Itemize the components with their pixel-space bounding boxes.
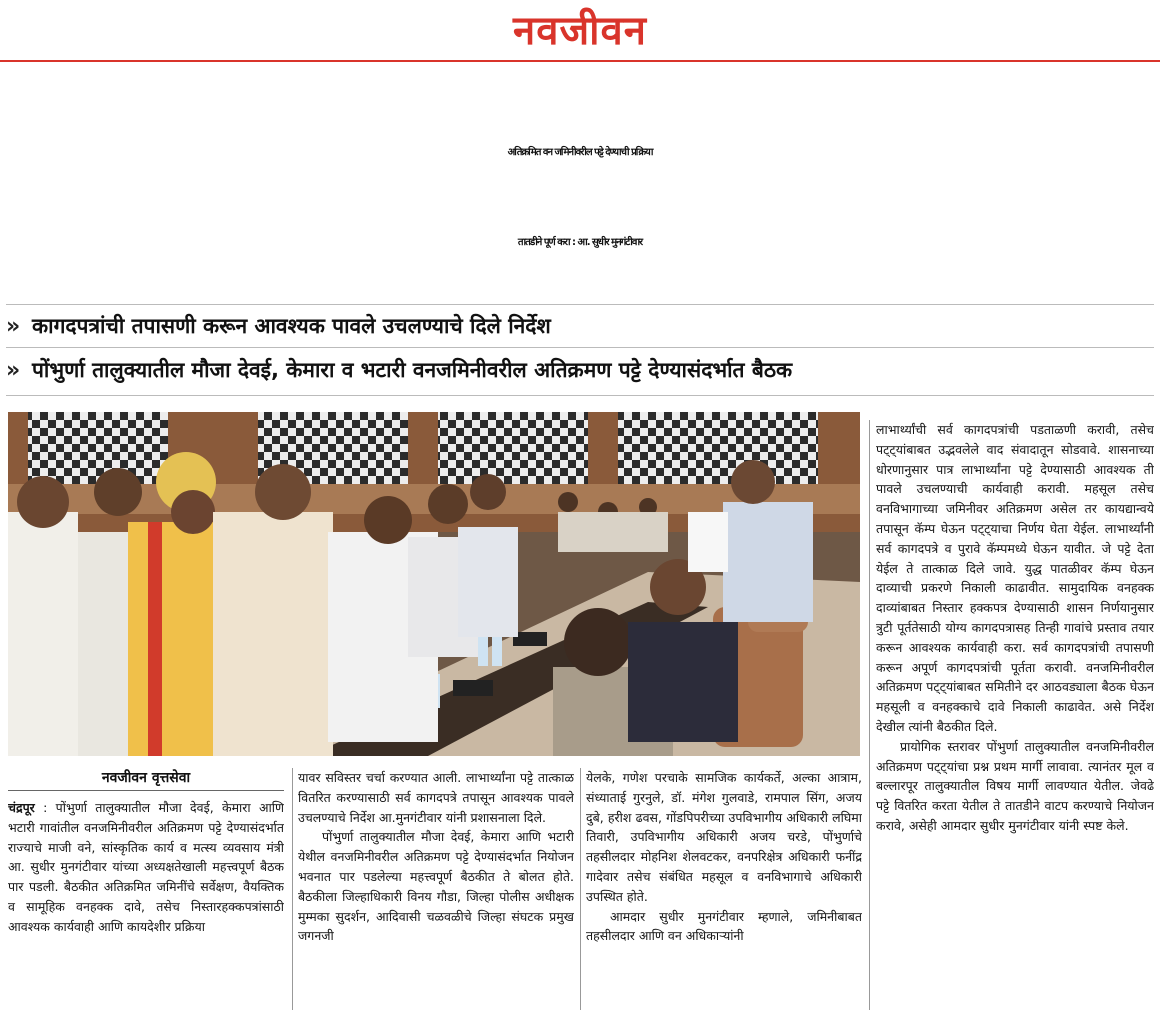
article-col2-paragraph-1: यावर सविस्तर चर्चा करण्यात आली. लाभार्थ्यांना पट्टे तात्काळ वितरित करण्यासाठी सर्व कागदपत्रे तपासून आवश्यक पावले उचलण्याचे निर्देश आ.मुनगंटीवार यांनी प्रशासनाला दिले. xyxy=(298,770,574,825)
subhead-bottom-rule xyxy=(6,395,1154,396)
headline xyxy=(0,108,1160,288)
column-rule-1 xyxy=(292,768,293,1010)
article-column-3 xyxy=(586,768,862,1010)
newspaper-logo: नवजीवन xyxy=(513,8,647,54)
meeting-photo xyxy=(8,412,860,756)
subhead-1-text: कागदपत्रांची तपासणी करून आवश्यक पावले उचलण्याचे दिले निर्देश xyxy=(32,314,551,338)
double-chevron-icon: » xyxy=(6,358,21,383)
article-col3-paragraph-2: आमदार सुधीर मुनगंटीवार म्हणाले, जमिनीबाबत तहसीलदार आणि वन अधिकाऱ्यांनी xyxy=(586,908,862,944)
masthead-divider xyxy=(0,60,1160,62)
subhead-2 xyxy=(6,350,1154,390)
double-chevron-icon: » xyxy=(6,314,21,339)
column-rule-2 xyxy=(580,768,581,1010)
article-col2-paragraph-2: पोंभुर्णा तालुक्यातील मौजा देवई, केमारा आणि भटारी येथील वनजमिनीवरील अतिक्रमण पट्टे देण्यासंदर्भात नियोजन भवनात पार पडलेल्या महत्त्वपूर्ण बैठकीत ते बोलत होते. बैठकीला जिल्हाधिकारी विनय गौडा, जिल्हा पोलीस अधीक्षक मुम्मका सुदर्शन, आदिवासी चळवळीचे जिल्हा संघटक प्रमुख जगनजी xyxy=(298,829,574,944)
article-col4-paragraph-2: प्रायोगिक स्तरावर पोंभुर्णा तालुक्यातील वनजमिनीवरील अतिक्रमण पट्ट्यांचा प्रश्न प्रथम मार्गी लावावा. त्यानंतर मूल व बल्लारपूर तालुक्यातील विषय मार्गी लावण्यात येतील. जेवढे पट्टे वितरित करता येतील ते तातडीने वाटप करण्याचे नियोजन करावे, असेही आमदार सुधीर मुनगंटीवार यांनी स्पष्ट केले. xyxy=(876,738,1154,833)
headline-line-2: तातडीने पूर्ण करा : आ. सुधीर मुनगंटीवार xyxy=(517,237,643,248)
subhead-divider xyxy=(6,347,1154,348)
article-col1-text: : पोंभुर्णा तालुक्यातील मौजा देवई, केमारा आणि भटारी गावांतील वनजमिनीवरील अतिक्रमण पट्टे देण्यासंदर्भात राज्याचे माजी वने, सांस्कृतिक कार्य व मत्स्य व्यवसाय मंत्री आ. सुधीर मुनगंटीवार यांच्या अध्यक्षतेखाली महत्त्वपूर्ण बैठक पार पडली. बैठकीत अतिक्रमित जमिनींचे सर्वेक्षण, वैयक्तिक व सामूहिक वनहक्क दावे, तसेच निस्तारहक्कपत्रांसाठी आवश्यक कार्यवाही आणि कायदेशीर प्रक्रिया xyxy=(8,800,284,934)
meeting-photo-illustration xyxy=(8,412,860,756)
byline: नवजीवन वृत्तसेवा xyxy=(101,770,191,786)
article-column-1 xyxy=(8,798,284,1010)
subhead-top-rule xyxy=(6,304,1154,305)
article-dateline: चंद्रपूर xyxy=(8,800,35,815)
masthead xyxy=(0,0,1160,62)
subhead-1 xyxy=(6,306,1154,346)
article-col3-paragraph-1: येलके, गणेश परचाके सामजिक कार्यकर्ते, अल्का आत्राम, संध्याताई गुरनुले, डॉ. मंगेश गुलवाडे, रामपाल सिंग, अजय दुबे, हरीश ढवस, गोंडपिपरीच्या उपविभागीय अधिकारी लघिमा तिवारी, उपविभागीय अधिकारी अजय चरडे, पोंभुर्णाचे तहसीलदार मोहनिश शेलवटकर, वनपरिक्षेत्र अधिकारी फनींद्र गादेवार तसेच संबंधित महसूल व वनविभागाचे अधिकारी उपस्थित होते. xyxy=(586,770,862,904)
article-column-2 xyxy=(298,768,574,1010)
article-column-4 xyxy=(876,420,1154,1010)
headline-line-1: अतिक्रमित वन जमिनीवरील पट्टे देण्याची प्रक्रिया xyxy=(507,147,653,158)
article-col4-paragraph-1: लाभार्थ्यांची सर्व कागदपत्रांची पडताळणी करावी, तसेच पट्ट्यांबाबत उद्भवलेले वाद संवादातून सोडवावे. शासनाच्या धोरणानुसार पात्र लाभार्थ्यांना पट्टे देण्यासाठी आवश्यक ती पावले उचलण्याची कार्यवाही करावी. महसूल तसेच वनविभागाच्या जमिनीवर अतिक्रमण असेल तर कायद्यान्वये तपासून कॅम्प घेऊन पट्ट्याचा निर्णय घेता येईल. लाभार्थ्यांनी सर्व कागदपत्रे व पुरावे कॅम्पमध्ये घेऊन यावीत. जे पट्टे देता येईल ते तात्काळ दिले जावे. युद्ध पातळीवर कॅम्प घेऊन दाव्याची प्रकरणे निकाली काढावीत. सामुदायिक वनहक्क दाव्यांबाबत निस्तार हक्कपत्र देण्यासाठी शासन निर्णयानुसार त्रुटी पूर्ततेसाठी योग्य कागदपत्रासह तिन्ही गावांचे प्रस्ताव तयार करून आवश्यक कार्यवाही करा. सर्व कागदपत्रांची तपासणी करून अपूर्ण कागदपत्रांची पूर्तता करावी. वनजमिनीवरील अतिक्रमण पट्ट्यांबाबत समितीने दर आठवड्याला बैठक घेऊन महसूली व वनहक्काचे दावे निकाली काढावेत. असे निर्देश देखील त्यांनी बैठकीत दिले. xyxy=(876,422,1154,734)
column-rule-4 xyxy=(869,420,870,1010)
subhead-2-text: पोंभुर्णा तालुक्यातील मौजा देवई, केमारा व भटारी वनजमिनीवरील अतिक्रमण पट्टे देण्यासंदर्भात बैठक xyxy=(32,358,793,382)
byline-underline xyxy=(8,790,284,791)
